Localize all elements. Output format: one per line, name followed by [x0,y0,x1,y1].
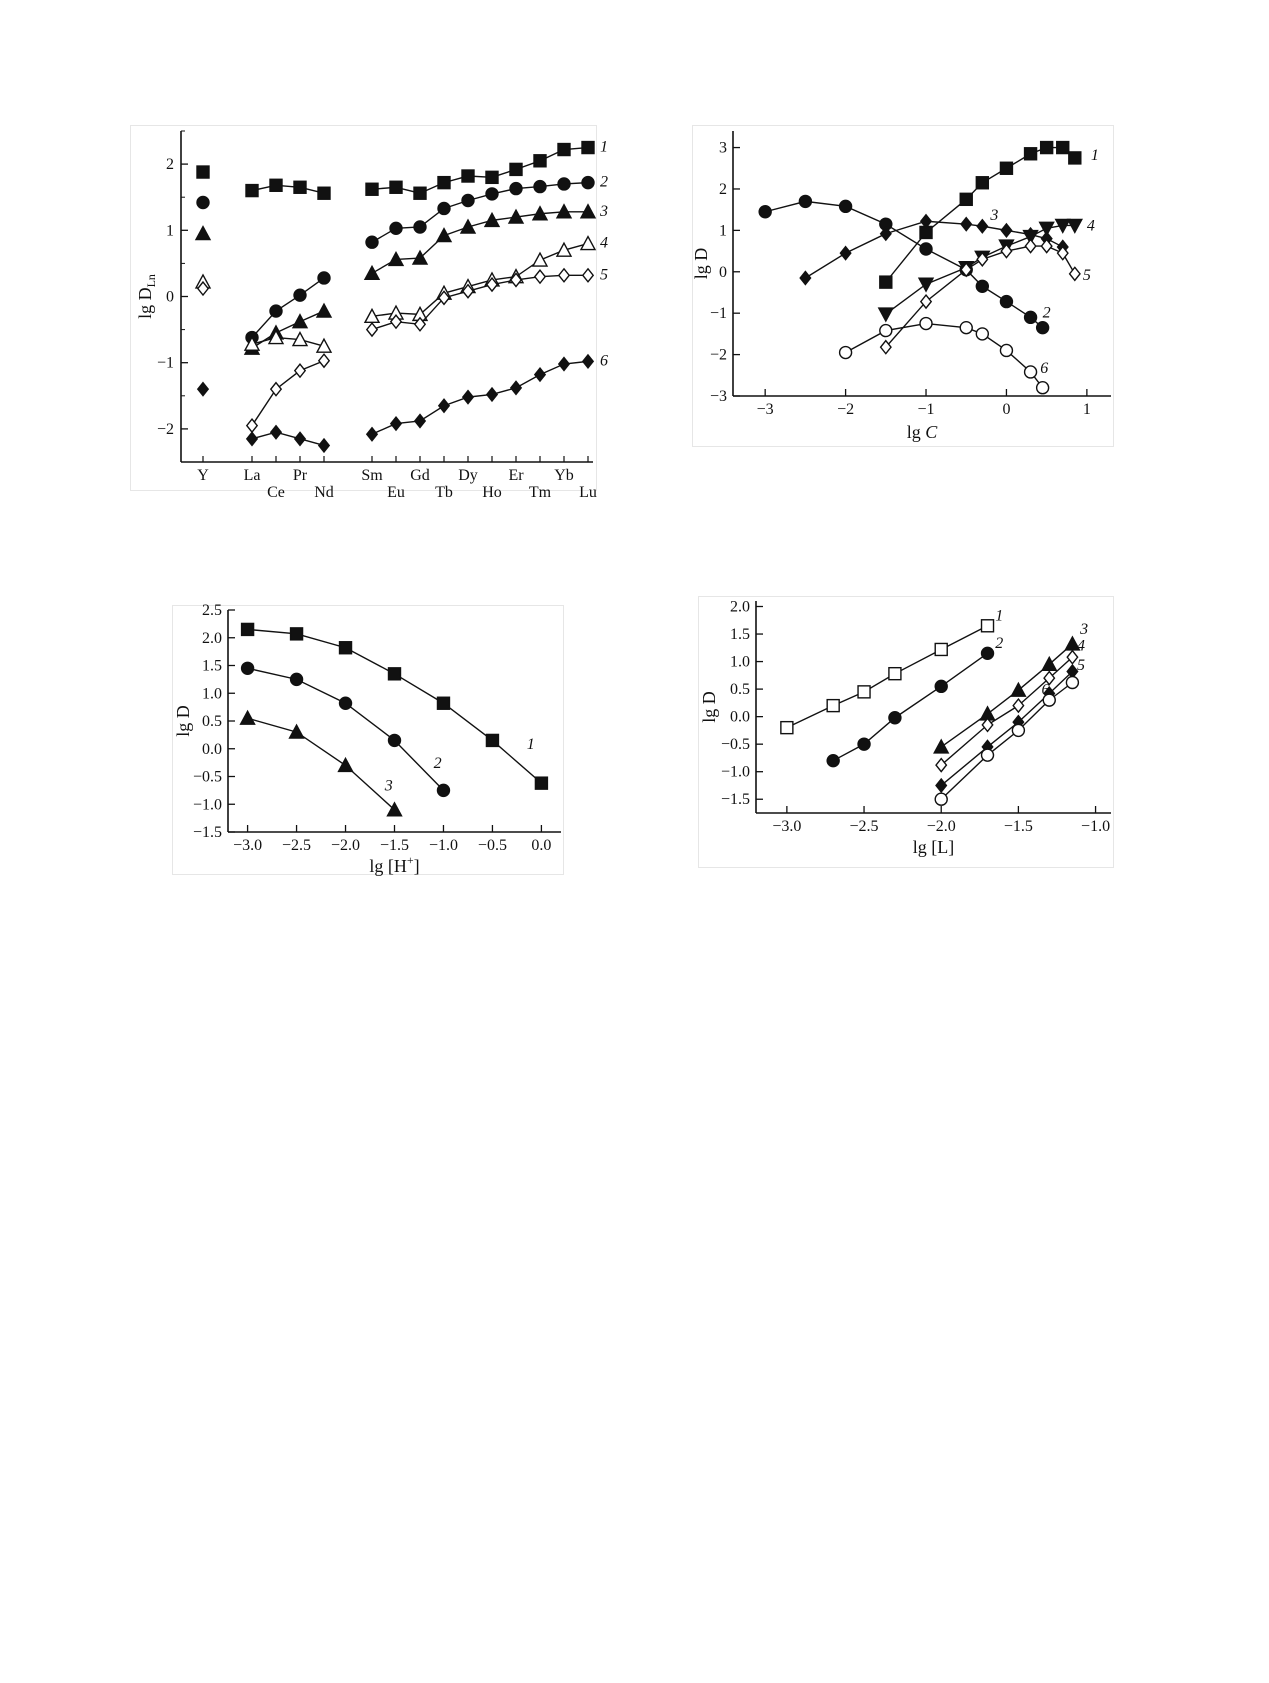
series-3-point [461,220,475,233]
x-tick-label-dy: Dy [458,467,478,484]
series-5-point [319,354,329,367]
series-5-label: 5 [600,266,608,284]
x-tick-label: −1.5 [379,837,410,854]
series-3-point [293,315,307,328]
series-2-point [462,195,474,207]
series-6-point [415,414,425,427]
series-1-point [889,668,901,680]
y-tick-label: −2 [156,420,174,438]
series-5-point [583,269,593,282]
series-6-point [559,358,569,371]
series-3-point [800,271,810,284]
x-tick-label-nd: Nd [314,484,334,501]
series-4-line [941,657,1072,765]
series-4-point [1013,699,1023,712]
series-5-point [1025,240,1035,253]
series-2-label: 2 [1042,304,1051,322]
series-5-point [559,269,569,282]
y-tick-label: 2 [719,180,727,198]
y-tick-label: −1.5 [192,824,222,841]
series-5-line [941,671,1072,785]
chart-panel-acidity [172,602,564,876]
x-tick-label: −2.0 [926,818,956,835]
x-tick-label-la: La [243,467,261,484]
series-3-point [1011,683,1025,696]
series-1-point [827,700,839,712]
series-1-point [510,163,522,175]
series-5-point [367,323,377,336]
series-2-point [486,188,498,200]
series-6-point [935,793,947,805]
series-1-point [294,181,306,193]
series-5-point [1070,267,1080,280]
series-6-point [960,322,972,334]
series-3-line [248,718,395,810]
series-2-point [294,289,306,301]
x-axis-label: lg [H+] [369,853,420,876]
series-1-point [1057,142,1069,154]
series-5-line [252,361,324,426]
y-tick-label: 2.0 [202,629,222,647]
series-1-point [242,623,254,635]
series-1-point [1000,162,1012,174]
x-axis-label: lg [L] [912,837,955,857]
y-tick-label: −1.0 [720,763,750,781]
series-6-point [198,383,208,396]
series-1-point [558,144,570,156]
series-1-line [248,629,542,783]
chart-ligand [699,597,1113,867]
y-tick-label: −1.0 [192,796,222,814]
series-2-point [799,195,811,207]
series-6-point [880,325,892,337]
series-6-point [271,426,281,439]
x-tick-label-ce: Ce [267,484,285,501]
series-1-point [582,142,594,154]
series-3-point [365,266,379,279]
series-1-line [787,626,988,728]
series-4-point [581,237,595,250]
series-1-point [935,643,947,655]
y-tick-label: 2.0 [730,598,750,616]
series-1-point [462,170,474,182]
y-axis-label: $\lg D_{Ln}$ [135,274,158,319]
series-1-point [291,628,303,640]
series-3-label: 3 [1080,621,1089,639]
series-2-point [1025,311,1037,323]
y-tick-label: 1.5 [730,626,750,644]
series-6-point [319,439,329,452]
series-6-point [463,391,473,404]
series-3-point [1001,224,1011,237]
y-tick-label: 0.0 [730,708,750,726]
series-1-label: 1 [1090,146,1099,164]
series-6-point [1012,724,1024,736]
y-tick-label: −0.5 [192,768,222,786]
series-4-label: 4 [600,234,608,252]
series-1-point [389,668,401,680]
x-tick-label: −2.0 [331,837,361,854]
series-6-point [391,417,401,430]
series-1-point [414,187,426,199]
y-tick-label: 2.5 [202,602,222,619]
series-2-label: 2 [600,173,608,191]
series-1-point [438,177,450,189]
series-5-label: 5 [1077,656,1086,674]
series-2-point [437,784,449,796]
series-1-point [390,181,402,193]
y-tick-label: −3 [709,388,727,405]
series-6-point [1025,366,1037,378]
series-6-point [295,432,305,445]
series-2-point [389,734,401,746]
series-4-label: 4 [1077,637,1086,655]
series-2-point [366,236,378,248]
series-2-line [252,278,324,338]
series-4-label: 4 [1086,217,1095,235]
series-1-point [1041,142,1053,154]
y-axis-label: lg D [173,705,193,737]
series-1-label: 1 [526,735,535,753]
series-3-point [437,229,451,242]
series-6-point [439,399,449,412]
series-2-point [920,243,932,255]
series-2-label: 2 [995,634,1004,652]
series-1-point [1069,152,1081,164]
series-2-point [935,680,947,692]
y-tick-label: 1 [719,222,727,240]
x-tick-label: −1.0 [428,837,458,854]
y-tick-label: −1.5 [720,791,750,809]
series-3-point [290,725,304,738]
series-1-point [781,722,793,734]
series-1-label: 1 [600,138,608,156]
series-1-point [960,193,972,205]
y-tick-label: 1.0 [730,653,750,671]
series-3-label: 3 [990,207,999,225]
series-1-point [880,276,892,288]
series-3-point [339,758,353,771]
x-tick-label: −0.5 [477,837,507,854]
series-6-line [846,324,1043,388]
series-1-label: 1 [995,607,1004,625]
y-tick-label: 3 [719,139,727,157]
series-2-point [840,200,852,212]
series-6-point [976,328,988,340]
y-tick-label: 1.0 [202,685,222,703]
y-tick-label: 0.0 [202,740,222,758]
series-2-point [827,755,839,767]
x-tick-label-er: Er [508,467,524,484]
x-tick-label-pr: Pr [292,467,308,484]
series-5-point [295,364,305,377]
y-tick-label: 0.5 [730,681,750,699]
series-2-point [242,662,254,674]
x-tick-label: −2.5 [849,818,879,835]
series-4-point [879,308,893,321]
chart-concentration [693,126,1113,446]
series-6-point [247,432,257,445]
series-1-point [535,777,547,789]
series-2-point [318,272,330,284]
series-6-point [535,368,545,381]
series-2-line [765,201,1042,327]
series-1-point [982,620,994,632]
series-1-point [318,187,330,199]
series-4-point [936,759,946,772]
y-tick-label: 2 [166,156,174,174]
series-6-point [583,355,593,368]
y-axis-label: lg D [691,247,711,280]
series-4-line [252,338,324,347]
series-2-point [558,178,570,190]
series-2-point [889,712,901,724]
series-1-point [270,179,282,191]
series-6-label: 6 [600,352,608,370]
series-1-point [246,185,258,197]
chart-panel-ligand [698,596,1114,868]
x-tick-label: −1.5 [1003,818,1033,835]
x-tick-label: −3.0 [772,818,802,835]
series-1-point [366,183,378,195]
y-tick-label: −2 [709,346,727,364]
x-tick-label-tb: Tb [435,484,453,501]
series-3-point [840,247,850,260]
series-6-point [1037,382,1049,394]
x-tick-label: −1.0 [1081,818,1111,835]
series-6-line [252,432,324,445]
x-tick-label-yb: Yb [554,467,574,484]
series-1-point [976,177,988,189]
series-6-label: 6 [1041,681,1050,699]
x-tick-label-eu: Eu [387,484,405,501]
series-4-point [919,278,933,291]
series-6-point [367,428,377,441]
series-2-point [270,305,282,317]
series-6-point [1066,676,1078,688]
x-tick-label-lu: Lu [579,484,597,501]
series-2-point [438,202,450,214]
x-tick-label-gd: Gd [410,467,430,484]
x-tick-label-ho: Ho [482,484,502,501]
series-1-point [197,166,209,178]
x-tick-label: 0 [1002,401,1011,418]
x-tick-label: −1 [917,401,935,418]
series-4-point [317,339,331,352]
y-axis-label: lg D [699,691,719,723]
series-5-point [535,270,545,283]
series-2-label: 2 [433,755,442,773]
series-4-point [557,243,571,256]
series-3-point [196,227,210,240]
series-6-point [511,381,521,394]
series-6-point [920,318,932,330]
x-tick-label-sm: Sm [361,467,383,484]
series-3-point [934,740,948,753]
series-1-point [1025,148,1037,160]
series-1-point [340,642,352,654]
series-2-point [976,280,988,292]
y-tick-label: 0 [719,263,727,281]
series-6-label: 6 [1040,360,1049,378]
series-6-point [487,388,497,401]
series-3-line [372,212,588,274]
series-2-point [291,673,303,685]
x-tick-label: −2.5 [282,837,312,854]
series-4-point [533,253,547,266]
series-2-point [197,196,209,208]
series-4-point [1040,222,1054,235]
y-tick-label: 0 [166,288,174,306]
y-tick-label: 1 [166,222,174,240]
y-tick-label: 0.5 [202,713,222,730]
x-tick-label: −3.0 [233,837,263,854]
series-2-point [582,177,594,189]
series-5-point [936,779,946,792]
x-tick-label-tm: Tm [528,484,552,501]
x-axis-label: lg C [906,422,938,442]
series-2-point [1037,322,1049,334]
series-3-point [241,711,255,724]
x-tick-label: −2 [837,401,855,418]
chart-panel-concentration [692,125,1114,447]
series-6-point [1000,344,1012,356]
series-4-line [372,244,588,317]
series-1-point [437,697,449,709]
series-6-point [840,347,852,359]
y-tick-label: −0.5 [720,736,750,754]
series-2-point [759,206,771,218]
series-2-point [414,221,426,233]
series-5-label: 5 [1082,267,1091,285]
series-2-point [858,738,870,750]
series-2-point [1000,296,1012,308]
series-3-point [977,220,987,233]
series-2-point [534,181,546,193]
chart-elements [131,126,608,501]
series-2-point [510,183,522,195]
y-tick-label: −1 [709,305,727,323]
series-2-point [982,647,994,659]
series-2-point [390,222,402,234]
series-6-point [982,749,994,761]
series-3-label: 3 [600,202,608,220]
series-1-line [252,185,324,193]
x-tick-label: 0.0 [531,837,552,854]
x-tick-label-y: Y [197,467,209,484]
chart-acidity [173,602,563,876]
y-tick-label: 1.5 [202,657,222,675]
series-3-point [961,218,971,231]
x-tick-label: 1 [1082,401,1091,418]
chart-panel-elements [130,125,608,501]
series-1-point [534,155,546,167]
series-3-point [317,304,331,317]
series-3-label: 3 [384,777,393,795]
series-6-line [372,361,588,434]
series-1-point [486,171,498,183]
series-1-line [372,148,588,194]
y-tick-label: −1 [156,354,174,372]
series-2-point [340,697,352,709]
series-1-point [486,734,498,746]
series-1-point [858,686,870,698]
x-tick-label: −3 [756,401,774,418]
